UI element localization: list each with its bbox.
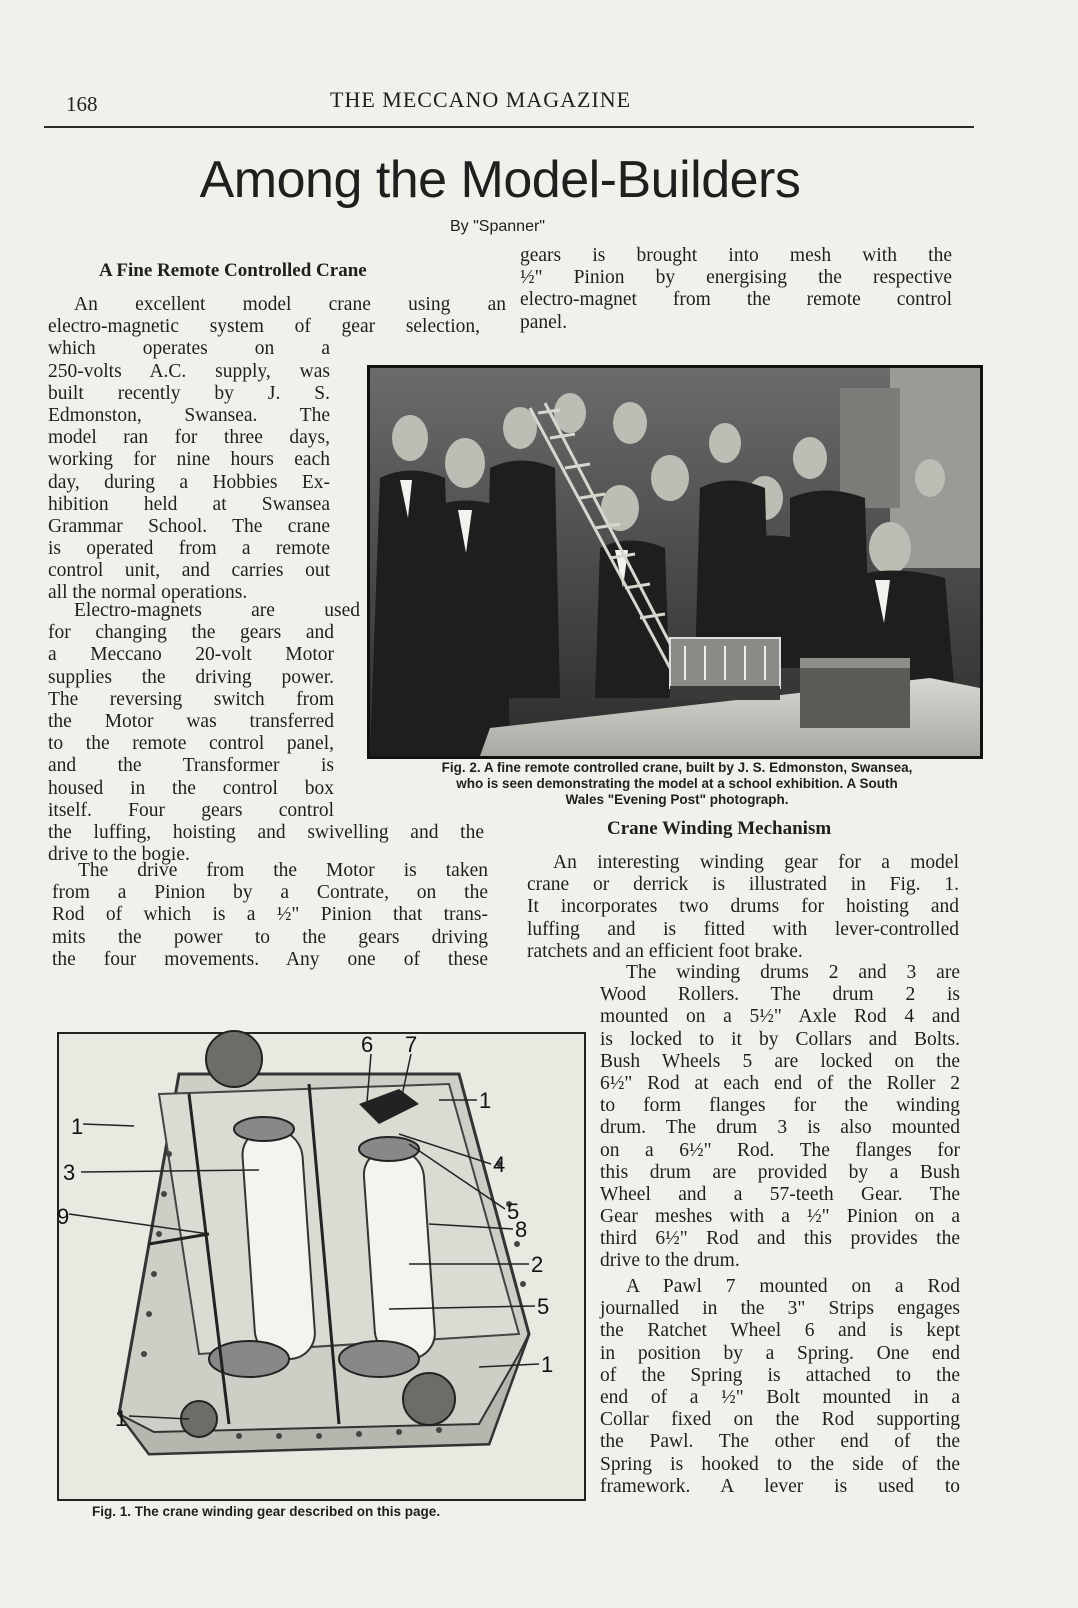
text-line: built recently by J. S. — [48, 382, 330, 404]
svg-text:1: 1 — [71, 1114, 84, 1139]
svg-text:7: 7 — [405, 1032, 418, 1057]
text-line: electro-magnetic system of gear selection, — [48, 316, 480, 338]
text-line: housed in the control box — [48, 777, 334, 799]
text-line: journalled in the 3" Strips engages — [600, 1298, 960, 1320]
svg-text:1: 1 — [479, 1088, 492, 1113]
text-line: and the Transformer is — [48, 755, 334, 777]
text-line: third 6½" Rod and this provides the — [600, 1228, 960, 1250]
svg-text:5: 5 — [507, 1199, 520, 1224]
text-line: the Motor was transferred — [48, 710, 334, 732]
text-line: Bush Wheels 5 are locked on the — [600, 1050, 960, 1072]
text-line: day, during a Hobbies Ex- — [48, 471, 330, 493]
text-line: itself. Four gears control — [48, 799, 334, 821]
text-line: Wood Rollers. The drum 2 is — [600, 984, 960, 1006]
text-line: Electro-magnets are used — [74, 600, 360, 621]
magazine-title: THE MECCANO MAGAZINE — [330, 87, 632, 112]
text-line: An interesting winding gear for a model — [553, 852, 959, 873]
text-line: is operated from a remote — [48, 538, 330, 560]
svg-text:3: 3 — [63, 1160, 76, 1185]
svg-text:6: 6 — [361, 1032, 374, 1057]
text-line: A Pawl 7 mounted on a Rod — [626, 1276, 960, 1297]
text-line: The winding drums 2 and 3 are — [626, 962, 960, 983]
figure2-caption — [372, 760, 982, 808]
text-line: is locked to it by Collars and Bolts. — [600, 1028, 960, 1050]
text-line: to form flanges for the winding — [600, 1095, 960, 1117]
text-line: Spring is hooked to the side of the — [600, 1453, 960, 1475]
text-line: a Meccano 20-volt Motor — [48, 644, 334, 666]
text-line: hibition held at Swansea — [48, 493, 330, 515]
text-line: end of a ½" Bolt mounted in a — [600, 1386, 960, 1408]
paragraph-drive — [52, 860, 488, 971]
text-line: crane or derrick is illustrated in Fig. 1. — [527, 874, 959, 896]
article-title: Among the Model-Builders — [199, 151, 801, 209]
text-line: 6½" Rod at each end of the Roller 2 — [600, 1072, 960, 1094]
text-line: to the remote control panel, — [48, 733, 334, 755]
text-line: drive to the drum. — [600, 1250, 740, 1272]
caption-line: who is seen demonstrating the model at a school exhibition. A South — [456, 776, 898, 791]
text-line: Edmonston, Swansea. The — [48, 404, 330, 426]
text-line: which operates on a — [48, 338, 330, 360]
text-line: mounted on a 5½" Axle Rod 4 and — [600, 1006, 960, 1028]
text-line: model ran for three days, — [48, 427, 330, 449]
text-line: Gear meshes with a ½" Pinion on a — [600, 1206, 960, 1228]
text-line: The drive from the Motor is taken — [78, 860, 488, 881]
text-line: framework. A lever is used to — [600, 1475, 960, 1497]
page-number: 168 — [66, 92, 98, 116]
text-line: Collar fixed on the Rod supporting — [600, 1409, 960, 1431]
paragraph-electromagnets — [48, 600, 484, 866]
paragraph-pawl — [600, 1276, 960, 1498]
text-line: electro-magnet from the remote control — [520, 289, 952, 311]
text-line: on a 6½" Rod. The flanges for — [600, 1139, 960, 1161]
text-line: drum. The drum 3 is also mounted — [600, 1117, 960, 1139]
text-line: 250-volts A.C. supply, was — [48, 360, 330, 382]
text-line: supplies the driving power. — [48, 666, 334, 688]
svg-text:9: 9 — [57, 1204, 70, 1229]
text-line: The reversing switch from — [48, 688, 334, 710]
text-line: Rod of which is a ½" Pinion that trans- — [52, 904, 488, 926]
crane-exhibition-photo — [367, 365, 983, 759]
text-line: of the Spring is attached to the — [600, 1364, 960, 1386]
text-line: Grammar School. The crane — [48, 515, 330, 537]
text-line: drive to the bogie. — [48, 844, 190, 866]
svg-text:5: 5 — [537, 1294, 550, 1319]
text-line: Wheel and a 57-teeth Gear. The — [600, 1183, 960, 1205]
svg-text:4: 4 — [493, 1152, 506, 1177]
text-line: from a Pinion by a Contrate, on the — [52, 882, 488, 904]
section-heading-winding: Crane Winding Mechanism — [607, 818, 832, 839]
winding-gear-drawing — [57, 1032, 586, 1501]
section-heading-crane: A Fine Remote Controlled Crane — [99, 260, 367, 281]
article-byline: By "Spanner" — [450, 218, 545, 235]
caption-line: Wales "Evening Post" photograph. — [565, 792, 789, 807]
page-bottom-margin — [0, 1540, 1078, 1608]
text-line: mits the power to the gears driving — [52, 926, 488, 948]
figure1-caption: Fig. 1. The crane winding gear described on this page. — [92, 1504, 441, 1519]
text-line: luffing and is fitted with lever-controlled — [527, 918, 959, 940]
text-line: the Ratchet Wheel 6 and is kept — [600, 1320, 960, 1342]
text-line: all the normal operations. — [48, 582, 248, 604]
text-line: panel. — [520, 311, 568, 333]
paragraph-winding-intro — [527, 852, 959, 963]
text-line: gears is brought into mesh with the — [520, 245, 952, 266]
text-line: this drum are provided by a Bush — [600, 1161, 960, 1183]
text-line: the Pawl. The other end of the — [600, 1431, 960, 1453]
text-line: the four movements. Any one of these — [52, 948, 488, 970]
text-line: for changing the gears and — [48, 622, 334, 644]
caption-line: Fig. 2. A fine remote controlled crane, built by J. S. Edmonston, Swansea, — [441, 760, 913, 775]
svg-text:1: 1 — [541, 1352, 554, 1377]
text-line: in position by a Spring. One end — [600, 1342, 960, 1364]
paragraph-winding-drums — [600, 962, 960, 1273]
text-line: the luffing, hoisting and swivelling and the — [48, 821, 484, 843]
header-rule — [44, 126, 974, 128]
paragraph-gears-mesh — [520, 245, 952, 334]
text-line: ½" Pinion by energising the respective — [520, 267, 952, 289]
text-line: An excellent model crane using an — [74, 294, 506, 315]
text-line: It incorporates two drums for hoisting and — [527, 896, 959, 918]
svg-text:2: 2 — [531, 1252, 544, 1277]
svg-text:1: 1 — [115, 1406, 128, 1431]
text-line: working for nine hours each — [48, 449, 330, 471]
text-line: control unit, and carries out — [48, 560, 330, 582]
text-line: ratchets and an efficient foot brake. — [527, 940, 803, 962]
svg-text:8: 8 — [515, 1217, 528, 1242]
